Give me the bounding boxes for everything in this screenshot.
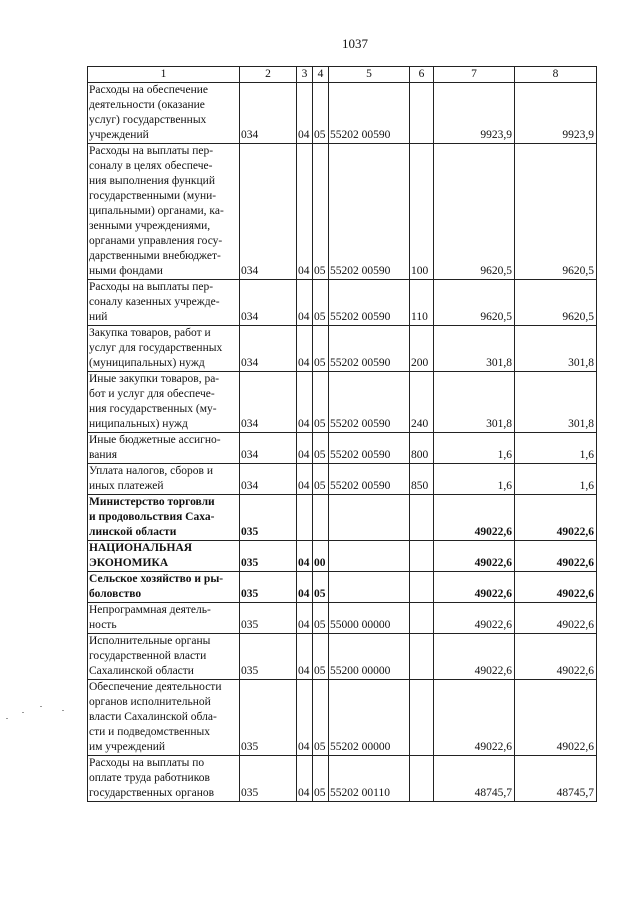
cell-c8: 301,8 <box>515 372 597 433</box>
cell-c7: 1,6 <box>434 433 515 464</box>
cell-c7: 1,6 <box>434 464 515 495</box>
cell-c4: 05 <box>313 603 329 634</box>
row-name-line: государственной власти <box>89 650 207 662</box>
cell-c4: 05 <box>313 326 329 372</box>
row-name-line: органами управления госу- <box>89 235 223 247</box>
row-name-line: ными фондами <box>89 265 163 277</box>
cell-c4: 05 <box>313 680 329 756</box>
cell-c4: 05 <box>313 280 329 326</box>
header-col-5: 5 <box>329 67 410 83</box>
row-name-line: услуг для государственных <box>89 342 223 354</box>
scan-mark <box>22 712 24 713</box>
row-name-line: им учреждений <box>89 741 166 753</box>
cell-c8: 1,6 <box>515 464 597 495</box>
row-name-line: ципальными) органами, ка- <box>89 205 224 217</box>
cell-c6: 100 <box>410 144 434 280</box>
cell-c5: 55202 00590 <box>329 464 410 495</box>
cell-c8: 9923,9 <box>515 83 597 144</box>
cell-c2: 035 <box>240 541 297 572</box>
cell-c6 <box>410 680 434 756</box>
cell-c8: 49022,6 <box>515 634 597 680</box>
cell-c5: 55202 00590 <box>329 326 410 372</box>
cell-c7: 49022,6 <box>434 603 515 634</box>
cell-c6: 110 <box>410 280 434 326</box>
header-col-6: 6 <box>410 67 434 83</box>
row-name-line: ний <box>89 311 108 323</box>
scan-mark <box>62 710 64 711</box>
row-name-line: бот и услуг для обеспече- <box>89 388 215 400</box>
cell-c4: 05 <box>313 144 329 280</box>
table-row <box>88 326 597 372</box>
row-name-line: учреждений <box>89 129 149 141</box>
cell-c8: 49022,6 <box>515 495 597 541</box>
page-number: 1037 <box>342 36 368 51</box>
header-col-8: 8 <box>515 67 597 83</box>
cell-c7: 301,8 <box>434 372 515 433</box>
cell-c6: 200 <box>410 326 434 372</box>
cell-c5: 55000 00000 <box>329 603 410 634</box>
table-row <box>88 634 597 680</box>
row-name-line: государственных органов <box>89 787 215 799</box>
table-row <box>88 603 597 634</box>
cell-c4: 05 <box>313 464 329 495</box>
cell-c6: 800 <box>410 433 434 464</box>
row-name-line: Иные закупки товаров, ра- <box>89 373 220 385</box>
scan-mark <box>6 718 8 719</box>
cell-c2: 035 <box>240 634 297 680</box>
row-name-cell <box>88 634 240 680</box>
row-name-line: Сахалинской области <box>89 665 194 677</box>
table-row <box>88 144 597 280</box>
cell-c6: 240 <box>410 372 434 433</box>
row-name-line: зенными учреждениями, <box>89 220 211 232</box>
row-name-line: соналу в целях обеспече- <box>89 160 213 172</box>
cell-c7: 301,8 <box>434 326 515 372</box>
cell-c3: 04 <box>297 83 313 144</box>
cell-c3: 04 <box>297 326 313 372</box>
row-name-cell <box>88 680 240 756</box>
row-name-cell <box>88 83 240 144</box>
header-col-4: 4 <box>313 67 329 83</box>
table-row <box>88 680 597 756</box>
row-name-line: Уплата налогов, сборов и <box>89 465 213 477</box>
cell-c2: 034 <box>240 83 297 144</box>
table-row <box>88 464 597 495</box>
row-name-line: иных платежей <box>89 480 164 492</box>
row-name-line: ЭКОНОМИКА <box>89 557 169 569</box>
cell-c8: 48745,7 <box>515 756 597 802</box>
cell-c5 <box>329 572 410 603</box>
table-row <box>88 280 597 326</box>
cell-c6 <box>410 572 434 603</box>
cell-c7: 9923,9 <box>434 83 515 144</box>
table-row <box>88 433 597 464</box>
cell-c3: 04 <box>297 144 313 280</box>
table-row <box>88 495 597 541</box>
cell-c2: 034 <box>240 464 297 495</box>
cell-c8: 49022,6 <box>515 680 597 756</box>
row-name-line: вания <box>89 449 117 461</box>
cell-c3: 04 <box>297 572 313 603</box>
cell-c3: 04 <box>297 756 313 802</box>
row-name-line: НАЦИОНАЛЬНАЯ <box>89 542 193 554</box>
cell-c6 <box>410 541 434 572</box>
row-name-line: Расходы на выплаты по <box>89 757 205 769</box>
row-name-cell <box>88 433 240 464</box>
cell-c5: 55200 00000 <box>329 634 410 680</box>
cell-c5: 55202 00000 <box>329 680 410 756</box>
scan-mark <box>40 706 42 707</box>
header-col-7: 7 <box>434 67 515 83</box>
cell-c8: 9620,5 <box>515 144 597 280</box>
cell-c5 <box>329 541 410 572</box>
row-name-line: органов исполнительной <box>89 696 211 708</box>
cell-c2: 035 <box>240 572 297 603</box>
cell-c7: 49022,6 <box>434 495 515 541</box>
cell-c8: 49022,6 <box>515 572 597 603</box>
row-name-line: Закупка товаров, работ и <box>89 327 211 339</box>
row-name-line: Сельское хозяйство и ры- <box>89 573 224 585</box>
cell-c2: 035 <box>240 603 297 634</box>
cell-c2: 034 <box>240 280 297 326</box>
row-name-line: Исполнительные органы <box>89 635 211 647</box>
row-name-cell <box>88 541 240 572</box>
cell-c2: 034 <box>240 326 297 372</box>
budget-table <box>87 66 597 802</box>
cell-c4: 05 <box>313 433 329 464</box>
cell-c4: 05 <box>313 83 329 144</box>
row-name-line: дарственными внебюджет- <box>89 250 221 262</box>
cell-c7: 49022,6 <box>434 680 515 756</box>
row-name-line: (муниципальных) нужд <box>89 357 205 369</box>
cell-c2: 035 <box>240 495 297 541</box>
cell-c5 <box>329 495 410 541</box>
cell-c6 <box>410 603 434 634</box>
table-header-row <box>88 67 597 83</box>
row-name-line: Расходы на обеспечение <box>89 84 208 96</box>
cell-c4: 00 <box>313 541 329 572</box>
cell-c3: 04 <box>297 634 313 680</box>
row-name-cell <box>88 326 240 372</box>
row-name-cell <box>88 280 240 326</box>
cell-c2: 035 <box>240 680 297 756</box>
cell-c4: 05 <box>313 372 329 433</box>
cell-c2: 034 <box>240 433 297 464</box>
row-name-line: власти Сахалинской обла- <box>89 711 217 723</box>
row-name-line: ниципальных) нужд <box>89 418 188 430</box>
cell-c7: 48745,7 <box>434 756 515 802</box>
cell-c3: 04 <box>297 433 313 464</box>
table-row <box>88 372 597 433</box>
row-name-cell <box>88 372 240 433</box>
cell-c3: 04 <box>297 541 313 572</box>
row-name-line: ность <box>89 619 117 631</box>
row-name-line: соналу казенных учрежде- <box>89 296 220 308</box>
row-name-line: линской области <box>89 526 177 538</box>
cell-c4: 05 <box>313 572 329 603</box>
cell-c7: 9620,5 <box>434 144 515 280</box>
cell-c8: 1,6 <box>515 433 597 464</box>
row-name-line: деятельности (оказание <box>89 99 205 111</box>
cell-c7: 49022,6 <box>434 634 515 680</box>
row-name-line: государственными (муни- <box>89 190 217 202</box>
row-name-line: ния государственных (му- <box>89 403 217 415</box>
cell-c6 <box>410 756 434 802</box>
cell-c7: 49022,6 <box>434 541 515 572</box>
table-row <box>88 541 597 572</box>
cell-c3: 04 <box>297 464 313 495</box>
cell-c6 <box>410 83 434 144</box>
row-name-line: Обеспечение деятельности <box>89 681 222 693</box>
row-name-line: услуг) государственных <box>89 114 207 126</box>
row-name-cell <box>88 572 240 603</box>
row-name-line: Непрограммная деятель- <box>89 604 211 616</box>
cell-c3 <box>297 495 313 541</box>
cell-c6 <box>410 634 434 680</box>
row-name-line: сти и подведомственных <box>89 726 210 738</box>
header-col-3: 3 <box>297 67 313 83</box>
cell-c8: 49022,6 <box>515 603 597 634</box>
cell-c2: 034 <box>240 372 297 433</box>
cell-c2: 034 <box>240 144 297 280</box>
table-body <box>88 83 597 802</box>
row-name-cell <box>88 144 240 280</box>
header-col-2: 2 <box>240 67 297 83</box>
cell-c3: 04 <box>297 680 313 756</box>
table-row <box>88 83 597 144</box>
row-name-line: и продовольствия Саха- <box>89 511 215 523</box>
cell-c4: 05 <box>313 756 329 802</box>
row-name-cell <box>88 464 240 495</box>
cell-c6 <box>410 495 434 541</box>
cell-c3: 04 <box>297 603 313 634</box>
row-name-line: Министерство торговли <box>89 496 215 508</box>
cell-c5: 55202 00590 <box>329 433 410 464</box>
cell-c5: 55202 00590 <box>329 280 410 326</box>
row-name-cell <box>88 756 240 802</box>
table-row <box>88 572 597 603</box>
row-name-line: Иные бюджетные ассигно- <box>89 434 221 446</box>
cell-c7: 49022,6 <box>434 572 515 603</box>
cell-c7: 9620,5 <box>434 280 515 326</box>
cell-c5: 55202 00590 <box>329 372 410 433</box>
cell-c5: 55202 00590 <box>329 83 410 144</box>
row-name-cell <box>88 603 240 634</box>
cell-c8: 9620,5 <box>515 280 597 326</box>
cell-c6: 850 <box>410 464 434 495</box>
cell-c8: 49022,6 <box>515 541 597 572</box>
cell-c5: 55202 00110 <box>329 756 410 802</box>
header-col-1: 1 <box>88 67 240 83</box>
row-name-line: боловство <box>89 588 142 600</box>
row-name-line: оплате труда работников <box>89 772 210 784</box>
row-name-line: ния выполнения функций <box>89 175 215 187</box>
cell-c3: 04 <box>297 372 313 433</box>
cell-c5: 55202 00590 <box>329 144 410 280</box>
row-name-line: Расходы на выплаты пер- <box>89 145 214 157</box>
row-name-line: Расходы на выплаты пер- <box>89 281 214 293</box>
cell-c4 <box>313 495 329 541</box>
cell-c8: 301,8 <box>515 326 597 372</box>
row-name-cell <box>88 495 240 541</box>
cell-c3: 04 <box>297 280 313 326</box>
table-row <box>88 756 597 802</box>
cell-c4: 05 <box>313 634 329 680</box>
cell-c2: 035 <box>240 756 297 802</box>
